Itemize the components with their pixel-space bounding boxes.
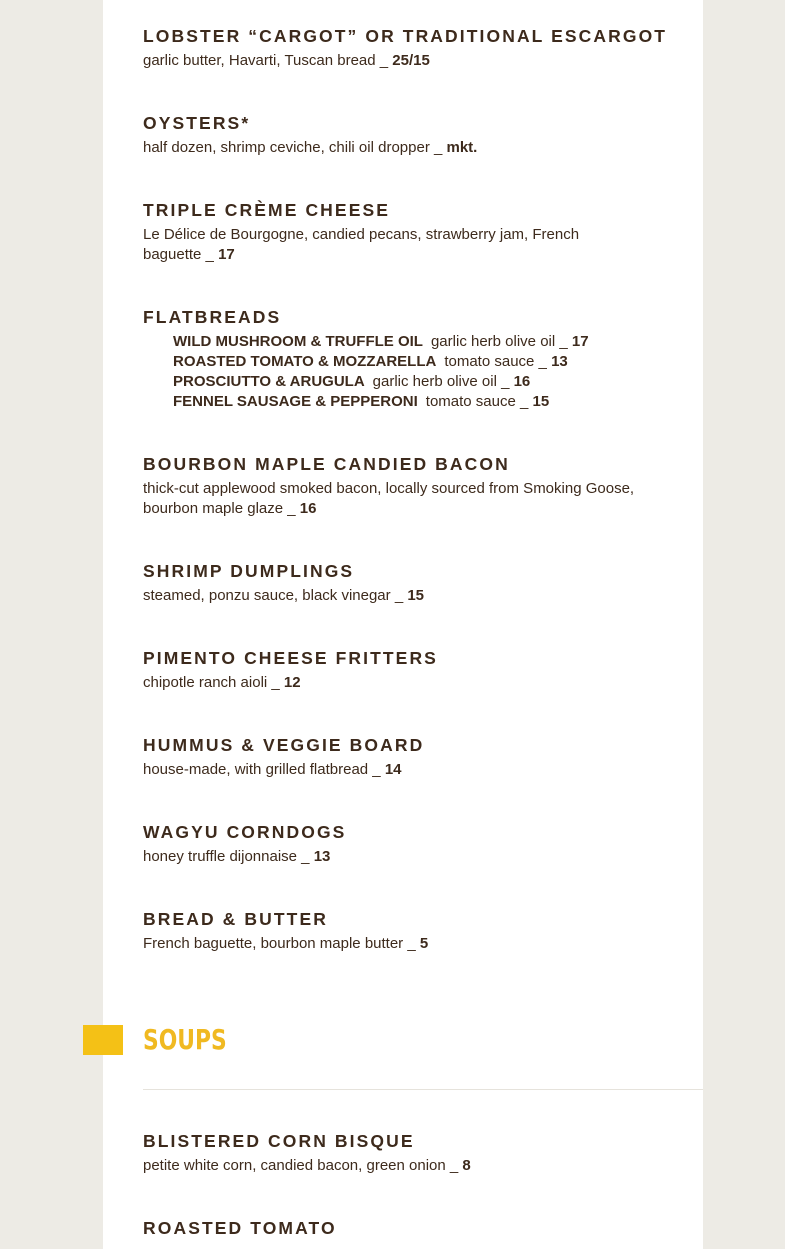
item-title: PIMENTO CHEESE FRITTERS: [143, 648, 438, 668]
item-title: ROASTED TOMATO: [143, 1218, 337, 1238]
item-title: BOURBON MAPLE CANDIED BACON: [143, 454, 510, 474]
item-desc-text: chipotle ranch aioli _: [143, 674, 284, 691]
section-marker: [83, 1025, 123, 1055]
flatbread-price: 13: [551, 353, 568, 370]
item-title: WAGYU CORNDOGS: [143, 822, 347, 842]
item-title: BLISTERED CORN BISQUE: [143, 1131, 415, 1151]
menu-item-shrimp-dumplings: [143, 560, 663, 606]
item-price: 17: [218, 246, 235, 263]
item-description: [143, 225, 613, 265]
item-title: SHRIMP DUMPLINGS: [143, 561, 355, 581]
menu-item-oysters: [143, 112, 663, 158]
item-title: HUMMUS & VEGGIE BOARD: [143, 735, 425, 755]
flatbread-price: 16: [513, 373, 531, 390]
flatbread-desc: garlic herb olive oil _: [430, 333, 572, 350]
flatbread-price: 15: [532, 393, 550, 410]
item-desc-text: steamed, ponzu sauce, black vinegar _: [143, 587, 408, 604]
item-description: [143, 847, 663, 867]
item-description: [143, 51, 663, 71]
item-description: [143, 586, 663, 606]
menu-item-bourbon-maple-bacon: [143, 453, 663, 519]
menu-item-roasted-tomato: [143, 1217, 663, 1239]
menu-item-hummus-board: [143, 734, 663, 780]
menu-item-triple-creme-cheese: [143, 199, 613, 265]
flatbread-row: [173, 392, 663, 412]
item-desc-text: garlic butter, Havarti, Tuscan bread _: [143, 52, 393, 69]
item-price: 13: [313, 848, 331, 865]
item-description: [143, 138, 663, 158]
item-price: 12: [283, 674, 301, 691]
item-price: 15: [407, 587, 425, 604]
menu-item-wagyu-corndogs: [143, 821, 663, 867]
flatbread-name: ROASTED TOMATO & MOZZARELLA: [173, 353, 437, 370]
item-desc-text: petite white corn, candied bacon, green onion _: [143, 1157, 463, 1174]
item-desc-text: French baguette, bourbon maple butter _: [143, 935, 420, 952]
item-description: [143, 760, 663, 780]
flatbread-price: 17: [571, 333, 589, 350]
item-desc-text: half dozen, shrimp ceviche, chili oil dropper _: [143, 139, 447, 156]
item-price: 25/15: [392, 52, 430, 69]
item-description: [143, 479, 663, 519]
item-title: OYSTERS*: [143, 113, 251, 133]
menu-item-flatbreads: [143, 306, 663, 412]
flatbread-row: [173, 372, 663, 392]
flatbread-row: [173, 352, 663, 372]
menu-item-corn-bisque: [143, 1130, 663, 1176]
flatbread-desc: garlic herb olive oil _: [372, 373, 514, 390]
item-title: BREAD & BUTTER: [143, 909, 328, 929]
item-price: 8: [462, 1157, 471, 1174]
section-heading-soups: SOUPS: [143, 1023, 227, 1056]
menu-item-pimento-fritters: [143, 647, 663, 693]
section-divider: [143, 1089, 703, 1090]
item-title: FLATBREADS: [143, 307, 282, 327]
item-desc-text: thick-cut applewood smoked bacon, locally sourced from Smoking Goose, bourbon maple glaze _: [143, 480, 635, 517]
flatbread-desc: tomato sauce _: [444, 353, 552, 370]
flatbread-name: PROSCIUTTO & ARUGULA: [173, 373, 365, 390]
item-description: [143, 1156, 663, 1176]
item-desc-text: honey truffle dijonnaise _: [143, 848, 314, 865]
item-price: 5: [419, 935, 429, 952]
flatbread-list: [143, 332, 663, 412]
item-description: [143, 934, 663, 954]
flatbread-name: FENNEL SAUSAGE & PEPPERONI: [173, 393, 418, 410]
item-desc-text: Le Délice de Bourgogne, candied pecans, strawberry jam, French baguette _: [143, 226, 580, 263]
flatbread-name: WILD MUSHROOM & TRUFFLE OIL: [173, 333, 423, 350]
item-description: [143, 673, 663, 693]
item-title: TRIPLE CRÈME CHEESE: [143, 200, 391, 220]
flatbread-row: [173, 332, 663, 352]
item-desc-text: house-made, with grilled flatbread _: [143, 761, 385, 778]
item-price: 14: [384, 761, 402, 778]
menu-page: [103, 0, 703, 1249]
item-price: mkt.: [446, 139, 478, 156]
flatbread-desc: tomato sauce _: [425, 393, 533, 410]
item-title: LOBSTER “CARGOT” OR TRADITIONAL ESCARGOT: [143, 26, 668, 46]
menu-item-bread-butter: [143, 908, 663, 954]
item-price: 16: [299, 500, 317, 517]
menu-item-lobster-cargot: [143, 25, 668, 71]
